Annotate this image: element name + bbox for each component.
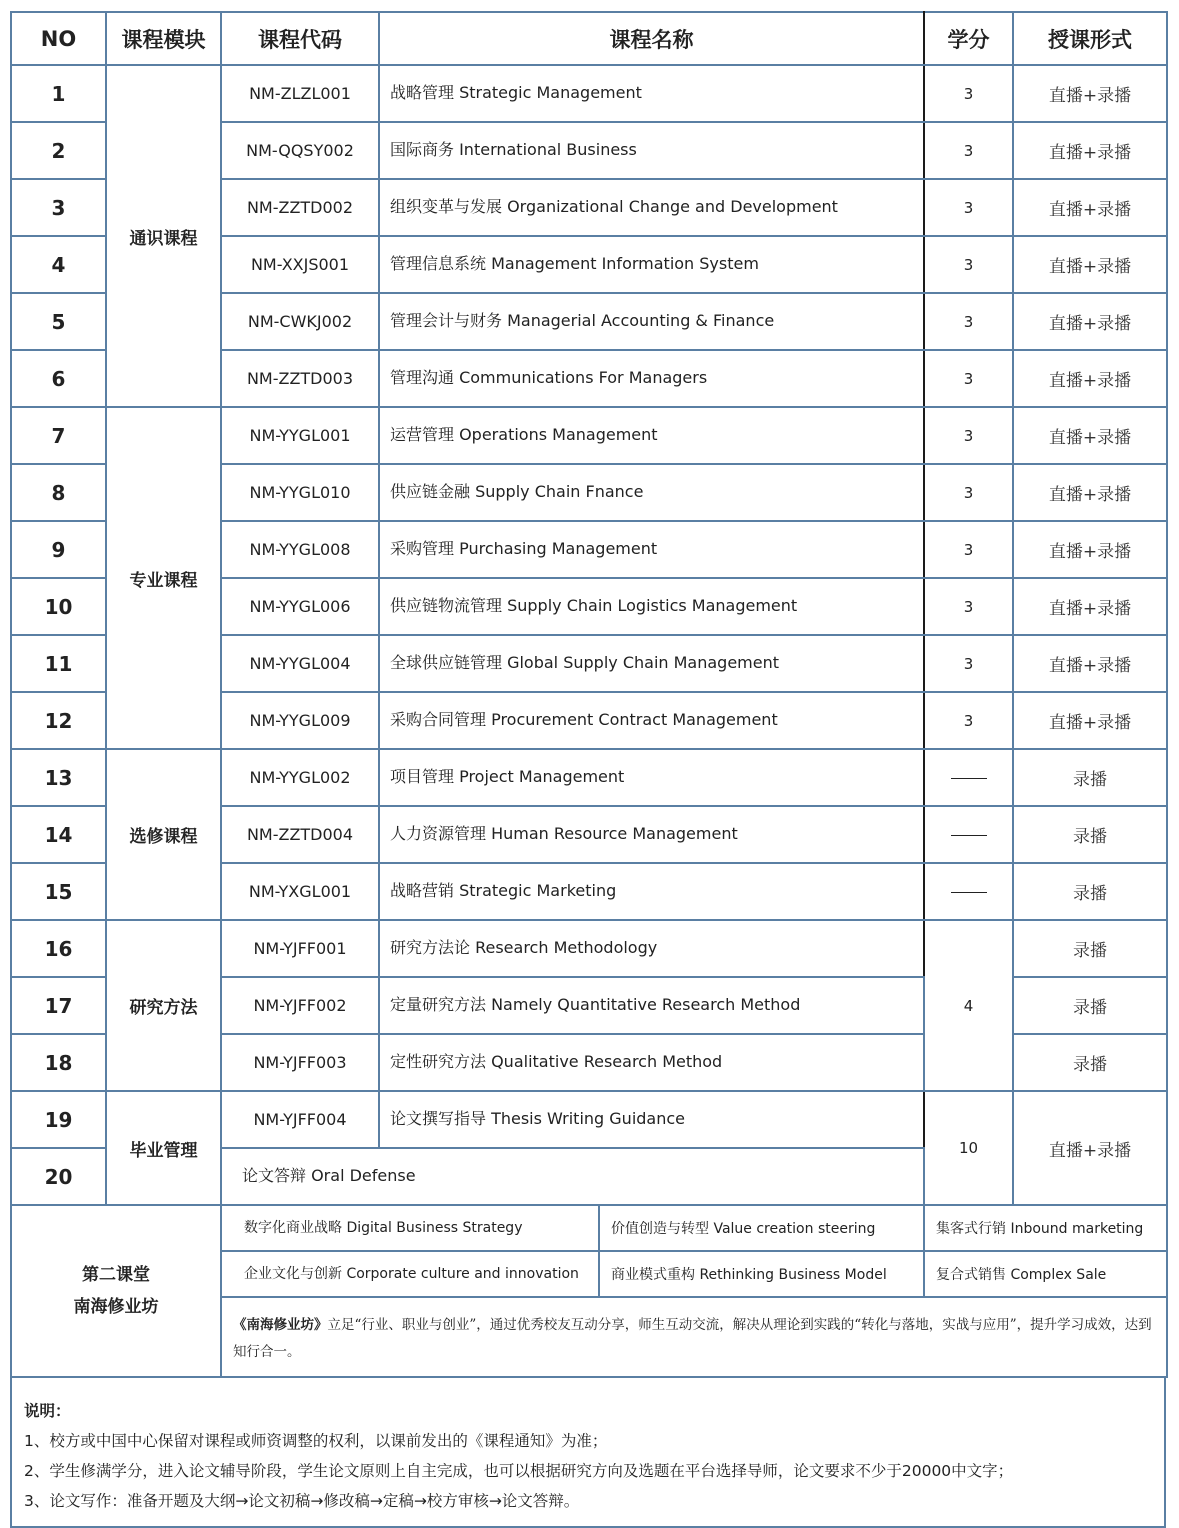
row-name: 管理会计与财务 Managerial Accounting & Finance bbox=[379, 293, 924, 350]
row-name: 项目管理 Project Management bbox=[379, 749, 924, 806]
row-format: 录播 bbox=[1013, 977, 1167, 1034]
row-code: NM-YYGL010 bbox=[221, 464, 379, 521]
row-code: NM-YJFF002 bbox=[221, 977, 379, 1034]
second-class-row bbox=[11, 1205, 1167, 1251]
note-item: 2、学生修满学分，进入论文辅导阶段，学生论文原则上自主完成，也可以根据研究方向及选题在平台选择导师，论文要求不少于20000中文字； bbox=[24, 1462, 1014, 1480]
header-name: 课程名称 bbox=[379, 12, 924, 65]
row-name: 供应链物流管理 Supply Chain Logistics Management bbox=[379, 578, 924, 635]
graduation-format: 直播+录播 bbox=[1013, 1091, 1167, 1205]
row-no: 11 bbox=[11, 635, 106, 692]
second-class-item: 企业文化与创新 Corporate culture and innovation bbox=[233, 1252, 600, 1296]
row-code: NM-YJFF003 bbox=[221, 1034, 379, 1091]
second-class-title-line1: 第二课堂 bbox=[82, 1265, 150, 1285]
row-code: NM-YYGL004 bbox=[221, 635, 379, 692]
row-credit-dash bbox=[924, 806, 1013, 863]
row-format: 直播+录播 bbox=[1013, 179, 1167, 236]
row-code: NM-YYGL001 bbox=[221, 407, 379, 464]
header-code: 课程代码 bbox=[221, 12, 379, 65]
row-name: 管理沟通 Communications For Managers bbox=[379, 350, 924, 407]
row-credit: 3 bbox=[924, 521, 1013, 578]
header-format: 授课形式 bbox=[1013, 12, 1167, 65]
row-format: 录播 bbox=[1013, 806, 1167, 863]
row-code: NM-ZZTD004 bbox=[221, 806, 379, 863]
second-class-item: 价值创造与转型 Value creation steering bbox=[611, 1221, 876, 1237]
row-format: 直播+录播 bbox=[1013, 293, 1167, 350]
row-no: 8 bbox=[11, 464, 106, 521]
module-elective: 选修课程 bbox=[106, 749, 221, 920]
header-no: NO bbox=[11, 12, 106, 65]
table-row bbox=[11, 920, 1167, 977]
table-row bbox=[11, 749, 1167, 806]
notes-title: 说明： bbox=[24, 1402, 71, 1420]
row-format: 直播+录播 bbox=[1013, 692, 1167, 749]
row-name: 组织变革与发展 Organizational Change and Development bbox=[379, 179, 924, 236]
row-credit: 3 bbox=[924, 65, 1013, 122]
row-credit: 3 bbox=[924, 179, 1013, 236]
row-format: 直播+录播 bbox=[1013, 350, 1167, 407]
dash-mark bbox=[951, 892, 987, 893]
row-no: 12 bbox=[11, 692, 106, 749]
row-no: 14 bbox=[11, 806, 106, 863]
row-credit-dash bbox=[924, 749, 1013, 806]
second-class-title bbox=[11, 1205, 221, 1377]
row-format: 录播 bbox=[1013, 920, 1167, 977]
module-general: 通识课程 bbox=[106, 65, 221, 407]
graduation-credit: 10 bbox=[924, 1091, 1013, 1205]
row-no: 9 bbox=[11, 521, 106, 578]
row-format: 直播+录播 bbox=[1013, 407, 1167, 464]
note-item: 1、校方或中国中心保留对课程或师资调整的权利，以课前发出的《课程通知》为准； bbox=[24, 1432, 608, 1450]
header-module: 课程模块 bbox=[106, 12, 221, 65]
row-no: 6 bbox=[11, 350, 106, 407]
row-code: NM-YJFF001 bbox=[221, 920, 379, 977]
row-name: 研究方法论 Research Methodology bbox=[379, 920, 924, 977]
row-format: 直播+录播 bbox=[1013, 578, 1167, 635]
second-class-item: 商业模式重构 Rethinking Business Model bbox=[611, 1267, 887, 1283]
second-class-item: 集客式行销 Inbound marketing bbox=[924, 1205, 1167, 1251]
row-no: 17 bbox=[11, 977, 106, 1034]
row-code: NM-YYGL008 bbox=[221, 521, 379, 578]
dash-mark bbox=[951, 778, 987, 779]
row-format: 直播+录播 bbox=[1013, 635, 1167, 692]
row-format: 录播 bbox=[1013, 749, 1167, 806]
row-name: 战略营销 Strategic Marketing bbox=[379, 863, 924, 920]
row-no: 18 bbox=[11, 1034, 106, 1091]
row-name: 供应链金融 Supply Chain Fnance bbox=[379, 464, 924, 521]
second-class-cell-pair bbox=[221, 1251, 924, 1297]
research-credit: 4 bbox=[924, 920, 1013, 1091]
row-credit: 3 bbox=[924, 578, 1013, 635]
row-no: 20 bbox=[11, 1148, 106, 1205]
row-code: NM-ZLZL001 bbox=[221, 65, 379, 122]
row-no: 10 bbox=[11, 578, 106, 635]
row-no: 19 bbox=[11, 1091, 106, 1148]
row-format: 直播+录播 bbox=[1013, 521, 1167, 578]
row-name: 战略管理 Strategic Management bbox=[379, 65, 924, 122]
table-header-row bbox=[11, 12, 1167, 65]
row-credit-dash bbox=[924, 863, 1013, 920]
row-no: 4 bbox=[11, 236, 106, 293]
row-credit: 3 bbox=[924, 350, 1013, 407]
second-class-desc-title: 《南海修业坊》 bbox=[233, 1317, 328, 1333]
row-name: 论文撰写指导 Thesis Writing Guidance bbox=[379, 1091, 924, 1148]
course-table-sheet bbox=[10, 11, 1166, 1528]
row-format: 直播+录播 bbox=[1013, 464, 1167, 521]
module-research: 研究方法 bbox=[106, 920, 221, 1091]
row-name: 论文答辩 Oral Defense bbox=[221, 1148, 924, 1205]
row-code: NM-ZZTD003 bbox=[221, 350, 379, 407]
second-class-desc-text: 立足“行业、职业与创业”，通过优秀校友互动分享，师生互动交流，解决从理论到实践的“转化与落地，实战与应用”，提升学习成效，达到知行合一。 bbox=[233, 1317, 1152, 1360]
row-code: NM-YYGL009 bbox=[221, 692, 379, 749]
table-row bbox=[11, 1091, 1167, 1148]
row-code: NM-YYGL006 bbox=[221, 578, 379, 635]
row-code: NM-CWKJ002 bbox=[221, 293, 379, 350]
row-name: 人力资源管理 Human Resource Management bbox=[379, 806, 924, 863]
row-code: NM-QQSY002 bbox=[221, 122, 379, 179]
row-credit: 3 bbox=[924, 293, 1013, 350]
row-name: 采购管理 Purchasing Management bbox=[379, 521, 924, 578]
row-no: 15 bbox=[11, 863, 106, 920]
row-no: 2 bbox=[11, 122, 106, 179]
row-credit: 3 bbox=[924, 236, 1013, 293]
row-no: 1 bbox=[11, 65, 106, 122]
header-credit: 学分 bbox=[924, 12, 1013, 65]
row-name: 定量研究方法 Namely Quantitative Research Method bbox=[379, 977, 924, 1034]
row-format: 直播+录播 bbox=[1013, 122, 1167, 179]
row-credit: 3 bbox=[924, 464, 1013, 521]
row-no: 3 bbox=[11, 179, 106, 236]
second-class-item: 复合式销售 Complex Sale bbox=[924, 1251, 1167, 1297]
row-format: 直播+录播 bbox=[1013, 65, 1167, 122]
row-code: NM-ZZTD002 bbox=[221, 179, 379, 236]
row-no: 16 bbox=[11, 920, 106, 977]
second-class-title-line2: 南海修业坊 bbox=[73, 1297, 159, 1317]
course-table bbox=[10, 11, 1168, 1378]
second-class-item: 数字化商业战略 Digital Business Strategy bbox=[233, 1206, 600, 1250]
row-name: 国际商务 International Business bbox=[379, 122, 924, 179]
notes-section bbox=[10, 1378, 1166, 1528]
row-name: 运营管理 Operations Management bbox=[379, 407, 924, 464]
table-row bbox=[11, 65, 1167, 122]
row-name: 全球供应链管理 Global Supply Chain Management bbox=[379, 635, 924, 692]
row-name: 管理信息系统 Management Information System bbox=[379, 236, 924, 293]
row-credit: 3 bbox=[924, 635, 1013, 692]
row-no: 5 bbox=[11, 293, 106, 350]
second-class-description bbox=[221, 1297, 1167, 1377]
module-major: 专业课程 bbox=[106, 407, 221, 749]
row-no: 13 bbox=[11, 749, 106, 806]
row-credit: 3 bbox=[924, 407, 1013, 464]
note-item: 3、论文写作：准备开题及大纲→论文初稿→修改稿→定稿→校方审核→论文答辩。 bbox=[24, 1492, 580, 1510]
row-credit: 3 bbox=[924, 122, 1013, 179]
second-class-cell-pair bbox=[221, 1205, 924, 1251]
row-format: 直播+录播 bbox=[1013, 236, 1167, 293]
row-name: 定性研究方法 Qualitative Research Method bbox=[379, 1034, 924, 1091]
row-code: NM-YJFF004 bbox=[221, 1091, 379, 1148]
row-name: 采购合同管理 Procurement Contract Management bbox=[379, 692, 924, 749]
table-row bbox=[11, 407, 1167, 464]
row-format: 录播 bbox=[1013, 863, 1167, 920]
module-graduation: 毕业管理 bbox=[106, 1091, 221, 1205]
row-credit: 3 bbox=[924, 692, 1013, 749]
row-code: NM-XXJS001 bbox=[221, 236, 379, 293]
row-format: 录播 bbox=[1013, 1034, 1167, 1091]
row-no: 7 bbox=[11, 407, 106, 464]
dash-mark bbox=[951, 835, 987, 836]
row-code: NM-YXGL001 bbox=[221, 863, 379, 920]
row-code: NM-YYGL002 bbox=[221, 749, 379, 806]
